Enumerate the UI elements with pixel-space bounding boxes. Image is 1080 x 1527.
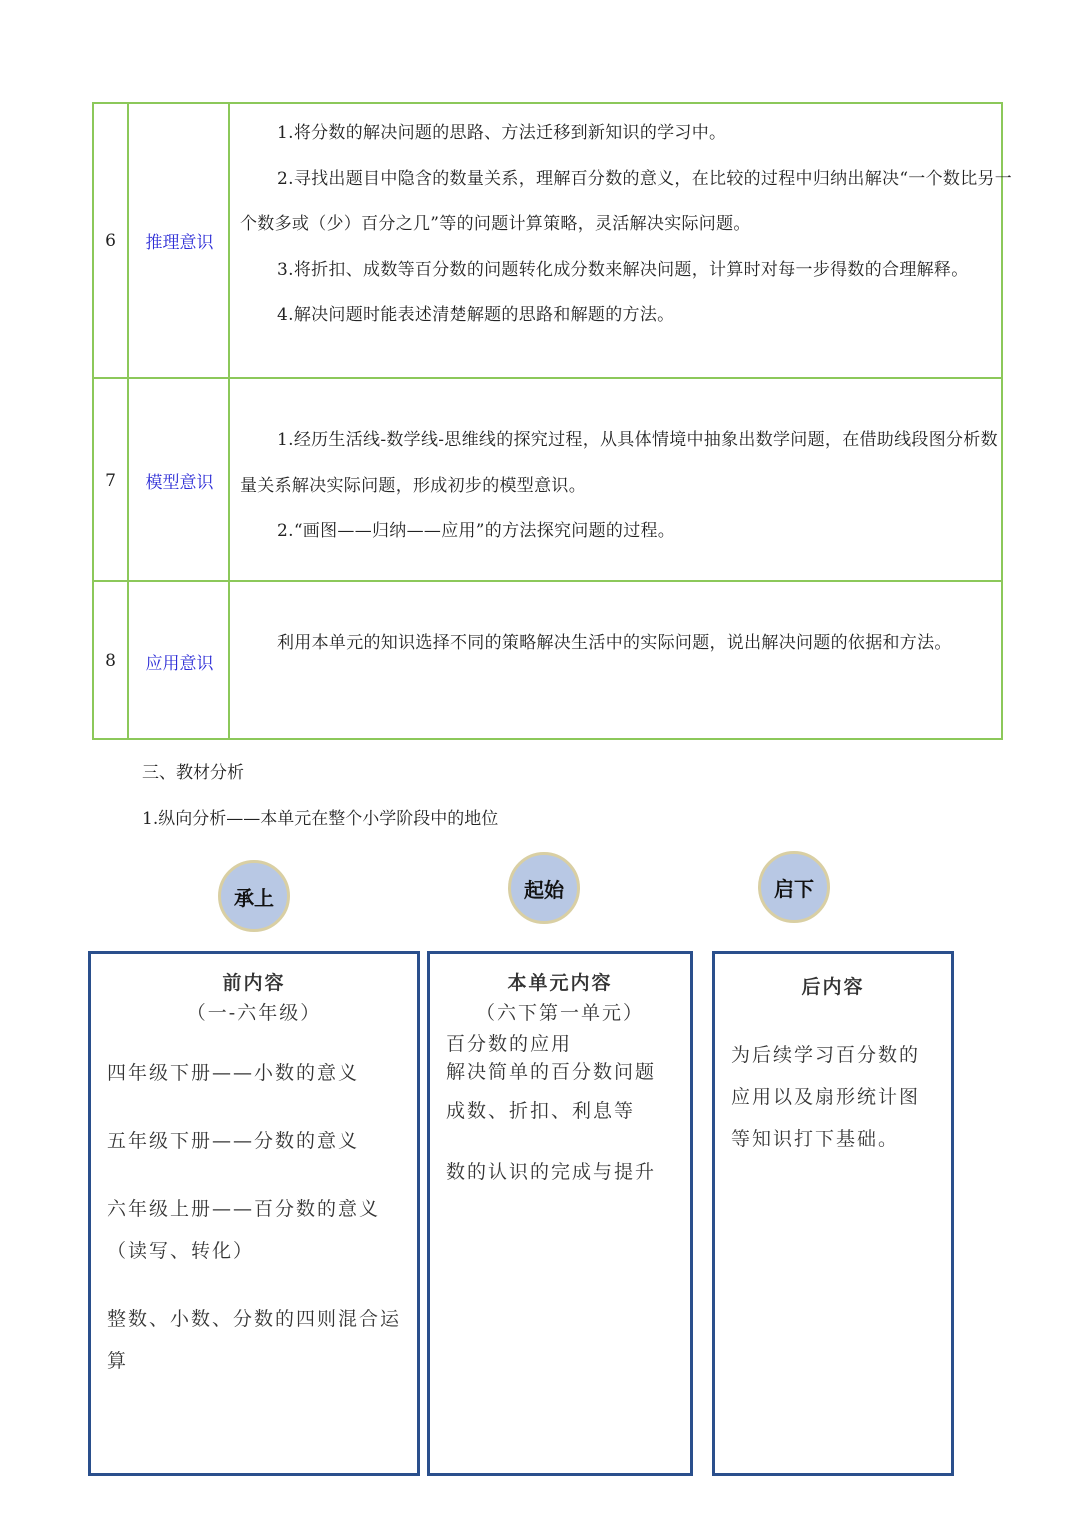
box-line: 整数、小数、分数的四则混合运 [107,1308,402,1330]
row-label: 模型意识 [145,473,214,493]
circle-qixia: 启下 [758,851,830,923]
box-subtitle: （六下第一单元） [475,1002,644,1024]
row-label: 推理意识 [145,233,214,253]
box-unit-content [427,951,693,1476]
content-paragraph: 2.“画图——归纳——应用”的方法探究问题的过程。 [277,521,676,541]
box-line: 等知识打下基础。 [731,1128,900,1150]
circle-qishi: 起始 [508,852,580,924]
row-number: 8 [105,651,116,671]
box-line: 应用以及扇形统计图 [731,1086,921,1108]
row-number: 6 [105,230,116,251]
section-subheading: 1.纵向分析——本单元在整个小学阶段中的地位 [142,809,499,829]
box-line: 数的认识的完成与提升 [446,1161,657,1183]
box-title: 后内容 [801,976,865,998]
row-content [230,621,1023,667]
row-content [230,111,1023,339]
content-paragraph: 4.解决问题时能表述清楚解题的思路和解题的方法。 [277,305,675,325]
box-line: 算 [107,1350,129,1372]
section-heading: 三、教材分析 [142,763,244,783]
content-paragraph: 2.寻找出题目中隐含的数量关系，理解百分数的意义，在比较的过程中归纳出解决“一个数比另一个数多或（少）百分之几”等的问题计算策略，灵活解决实际问题。 [240,168,1013,234]
row-content [230,418,1023,555]
content-paragraph: 1.经历生活线-数学线-思维线的探究过程，从具体情境中抽象出数学问题，在借助线段图分析数量关系解决实际问题，形成初步的模型意识。 [240,430,998,496]
box-title: 本单元内容 [507,972,613,994]
box-line: 为后续学习百分数的 [731,1044,921,1066]
box-previous-content [88,951,420,1476]
content-paragraph: 利用本单元的知识选择不同的策略解决生活中的实际问题，说出解决问题的依据和方法。 [277,633,952,653]
box-title: 前内容 [222,972,286,994]
row-label: 应用意识 [145,653,214,674]
box-line: 五年级下册——分数的意义 [107,1130,360,1152]
content-paragraph: 1.将分数的解决问题的思路、方法迁移到新知识的学习中。 [277,123,727,143]
content-paragraph: 3.将折扣、成数等百分数的问题转化成分数来解决问题，计算时对每一步得数的合理解释。 [277,259,969,280]
box-line: （读写、转化） [107,1240,255,1262]
box-line: 四年级下册——小数的意义 [107,1062,360,1084]
box-line: 百分数的应用 [446,1033,573,1055]
box-line: 解决简单的百分数问题 [446,1061,657,1083]
box-subtitle: （一-六年级） [186,1002,322,1024]
circle-chengshang: 承上 [218,860,290,932]
box-next-content [712,951,954,1476]
box-line: 六年级上册——百分数的意义 [107,1198,381,1220]
row-number: 7 [105,470,116,491]
box-line: 成数、折扣、利息等 [446,1100,636,1122]
literacy-table [92,102,1013,740]
